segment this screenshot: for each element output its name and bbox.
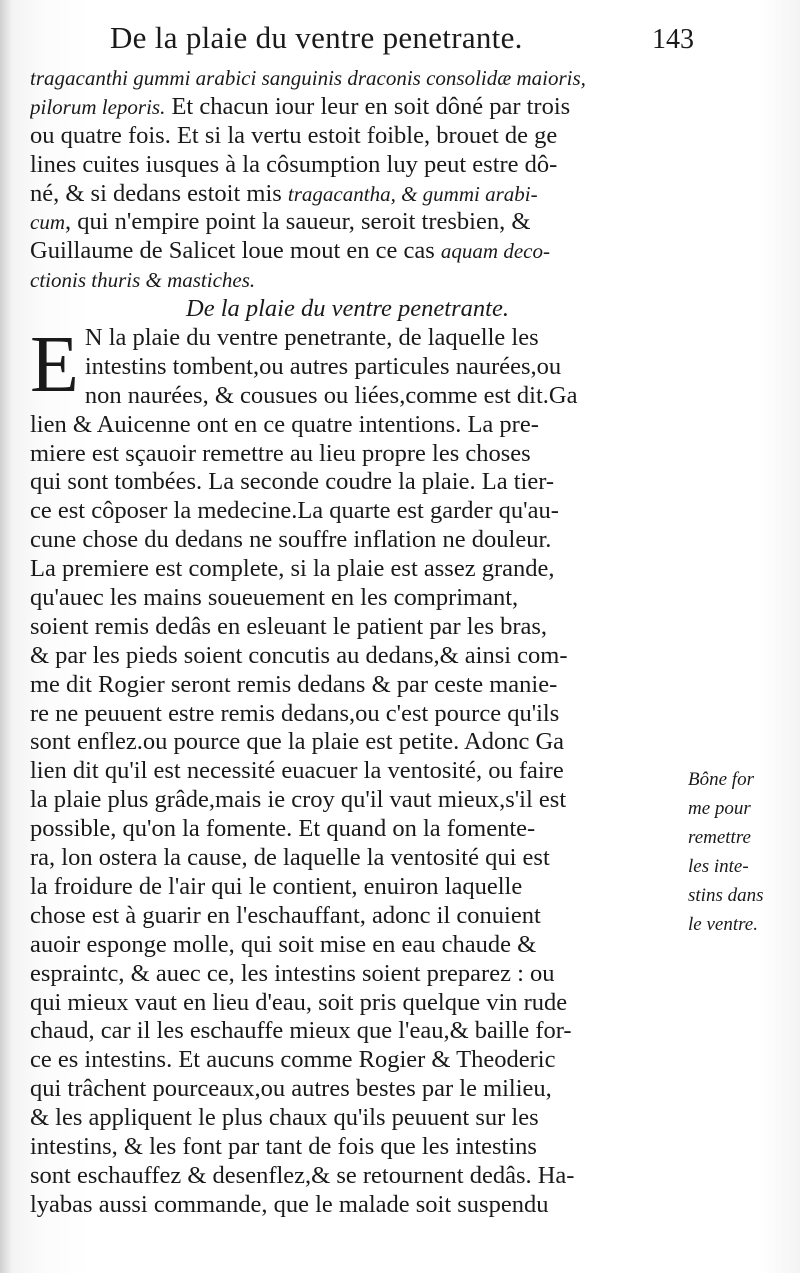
text-line: sont enflez.ou pource que la plaie est petite. Adonc Ga	[30, 728, 565, 756]
latin-fragment: tragacantha, & gummi arabi-	[287, 181, 538, 206]
text-line: intestins tombent,ou autres particules naurées,ou	[84, 352, 562, 380]
text-line: intestins, & les font par tant de fois que les intestins	[30, 1132, 537, 1160]
text-line: N la plaie du ventre penetrante, de laquelle les	[84, 324, 539, 352]
latin-fragment: pilorum leporis.	[30, 94, 166, 119]
marginal-note-line: remettre	[688, 826, 751, 848]
text-line: ctionis thuris & mastiches.	[30, 268, 256, 293]
text-line: possible, qu'on la fomente. Et quand on la fomente-	[30, 815, 536, 843]
text-line: non naurées, & cousues ou liées,comme est dit.Ga	[84, 381, 578, 409]
text-line: la froidure de l'air qui le contient, enuiron laquelle	[30, 872, 523, 900]
text-line: chaud, car il les eschauffe mieux que l'eau,& baille for-	[30, 1017, 572, 1045]
text-line: & les appliquent le plus chaux qu'ils peuuent sur les	[30, 1104, 539, 1132]
text-line: né, & si dedans estoit mis tragacantha, & gummi arabi-	[30, 179, 538, 207]
text-line: me dit Rogier seront remis dedans & par ceste manie-	[30, 670, 558, 698]
marginal-note-line: Bône for	[688, 769, 754, 790]
marginal-note-line: stins dans	[688, 884, 764, 906]
text-line: soient remis dedâs en esleuant le patient par les bras,	[30, 612, 548, 640]
text-line: qu'auec les mains soueuement en les comprimant,	[30, 584, 519, 612]
text-line: pilorum leporis. Et chacun iour leur en soit dôné par trois	[30, 92, 571, 120]
page-number: 143	[652, 24, 694, 55]
text-line: qui sont tombées. La seconde coudre la plaie. La tier-	[30, 468, 555, 496]
text-line: Guillaume de Salicet loue mout en ce cas aquam deco-	[30, 237, 550, 265]
text-line: ou quatre fois. Et si la vertu estoit foible, brouet de ge	[30, 121, 558, 149]
text-line: tragacanthi gummi arabici sanguinis draconis consolidæ maioris,	[30, 66, 586, 90]
marginal-note-line: me pour	[688, 797, 751, 819]
text-line: cune chose du dedans ne souffre inflation ne douleur.	[30, 526, 552, 554]
text-line: lyabas aussi commande, que le malade soit suspendu	[30, 1190, 549, 1218]
text-line: qui trâchent pourceaux,ou autres bestes par le milieu,	[30, 1075, 552, 1103]
text-line: ce est côposer la medecine.La quarte est garder qu'au-	[30, 497, 559, 525]
text-line: cum, qui n'empire point la saueur, seroit tresbien, &	[30, 208, 531, 236]
text-line: sont eschauffez & desenflez,& se retournent dedâs. Ha-	[30, 1161, 575, 1189]
text-line: lien & Auicenne ont en ce quatre intentions. La pre-	[30, 410, 539, 438]
section-heading: De la plaie du ventre penetrante.	[186, 295, 509, 323]
latin-fragment: cum	[30, 210, 65, 235]
text-line: la plaie plus grâde,mais ie croy qu'il vaut mieux,s'il est	[30, 786, 567, 814]
paragraph	[30, 321, 682, 1220]
text-line: miere est sçauoir remettre au lieu propre les choses	[30, 439, 531, 467]
text-line: & par les pieds soient concutis au dedans,& ainsi com-	[30, 641, 568, 669]
latin-fragment: aquam deco-	[440, 239, 550, 264]
page-header	[110, 20, 694, 64]
text-line: ce es intestins. Et aucuns comme Rogier & Theoderic	[30, 1046, 556, 1074]
text-line: La premiere est complete, si la plaie est assez grande,	[30, 555, 555, 583]
drop-cap: E	[30, 321, 79, 410]
marginal-note-line: les inte-	[688, 855, 749, 877]
text-line: lines cuites iusques à la côsumption luy peut estre dô-	[30, 150, 558, 178]
text-line: re ne peuuent estre remis dedans,ou c'est pource qu'ils	[30, 699, 560, 727]
text-line: chose est à guarir en l'eschauffant, adonc il conuient	[30, 901, 541, 929]
text-line: lien dit qu'il est necessité euacuer la ventosité, ou faire	[30, 757, 564, 785]
main-text	[30, 64, 682, 1220]
text-line: ra, lon ostera la cause, de laquelle la ventosité qui est	[30, 844, 550, 872]
marginal-note	[688, 766, 798, 939]
marginal-note-line: le ventre.	[688, 913, 758, 935]
text-line: qui mieux vaut en lieu d'eau, soit pris quelque vin rude	[30, 988, 568, 1016]
text-line: auoir esponge molle, qui soit mise en eau chaude &	[30, 930, 537, 958]
text-line: espraintc, & auec ce, les intestins soient preparez : ou	[30, 959, 555, 987]
running-title: De la plaie du ventre penetrante.	[110, 20, 523, 55]
